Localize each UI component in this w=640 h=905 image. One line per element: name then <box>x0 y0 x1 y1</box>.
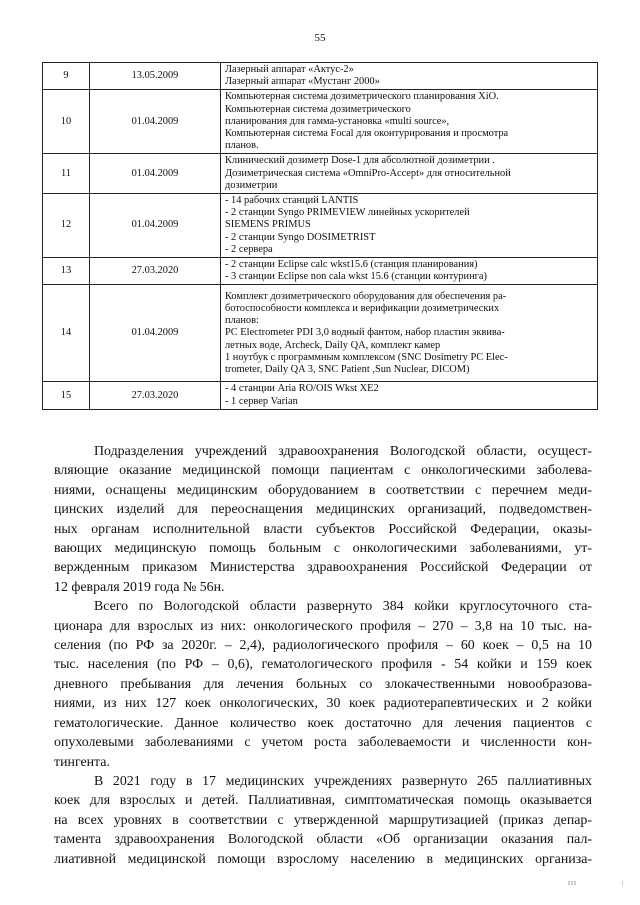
paragraph-line: гематологические. Данное количество коек достаточно для лечения пациентов с <box>54 715 592 731</box>
table-row <box>43 194 598 258</box>
description-line: - 3 станции Eclipse non cala wkst 15.6 (станции контуринга) <box>225 271 487 283</box>
description-line: trometer, Daily QA 3, SNC Patient ,Sun Nuclear, DICOM) <box>225 363 470 375</box>
description-line: планирования для гамма-установка «multi source», <box>225 115 450 127</box>
row-number-cell: 14 <box>43 285 90 382</box>
row-number-cell: 12 <box>43 194 90 258</box>
description-cell <box>221 382 598 409</box>
table-row <box>43 285 598 382</box>
date-cell: 01.04.2009 <box>90 194 221 258</box>
row-number-cell: 10 <box>43 90 90 154</box>
paragraph-line: тыс. населения (по РФ – 0,6), гематологического профиля - 54 койки и 159 коек <box>54 657 592 673</box>
paragraph-line: на всех уровнях в соответствии с утвержденной маршрутизацией (приказ депар- <box>54 812 592 828</box>
date-cell: 27.03.2020 <box>90 258 221 285</box>
description-line: Дозиметрическая система «OmniPro-Accept» для относительной <box>225 167 511 179</box>
description-cell <box>221 90 598 154</box>
description-line: планов: <box>225 315 259 327</box>
description-line: - 2 станции Eclipse calc wkst15.6 (станция планирования) <box>225 259 478 271</box>
description-line: Лазерный аппарат «Актус-2» <box>225 64 354 75</box>
description-line: Компьютерная система дозиметрического <box>225 103 411 115</box>
paragraph-line: вающих медицинскую помощь больным с онкологическими заболеваниями, ут- <box>54 541 592 557</box>
paragraph <box>54 772 592 869</box>
row-number-cell: 11 <box>43 154 90 194</box>
row-number-cell: 13 <box>43 258 90 285</box>
description-cell <box>221 285 598 382</box>
date-cell: 27.03.2020 <box>90 382 221 409</box>
paragraph-line: цинских изделий для переоснащения медицинских организаций, подведомствен- <box>54 502 592 518</box>
description-line: летных воде, Archeck, Daily QA, комплект камер <box>225 339 441 351</box>
paragraph-line: Всего по Вологодской области развернуто 384 койки круглосуточного ста- <box>94 599 592 615</box>
table-row <box>43 90 598 154</box>
description-line: - 4 станции Aria RO/OIS Wkst XE2 <box>225 383 379 395</box>
paragraph-line: вляющие оказание медицинской помощи пациентам с онкологическими заболева- <box>54 463 592 479</box>
table-row <box>43 382 598 409</box>
paragraph-line: ниями, из них 127 коек онкологических, 30 коек радиотерапевтических и 2 койки <box>54 696 592 712</box>
description-cell <box>221 154 598 194</box>
paragraph-line: ционара для взрослых из них: онкологического профиля – 270 – 3,8 на 10 тыс. на- <box>54 618 592 634</box>
paragraph-line: В 2021 году в 17 медицинских учреждениях развернуто 265 паллиативных <box>94 773 592 789</box>
paragraph-line: коек для взрослых и детей. Паллиативная, симптоматическая помощь оказывается <box>54 793 592 809</box>
description-line: Компьютерная система дозиметрического планирования XiO. <box>225 91 499 103</box>
description-line: SIEMENS PRIMUS <box>225 219 311 231</box>
equipment-table-body <box>43 63 598 410</box>
body-text <box>54 442 592 869</box>
description-line: Комплект дозиметрического оборудования для обеспечения ра- <box>225 290 507 302</box>
description-line: - 2 станции Syngo PRIMEVIEW линейных ускорителей <box>225 207 470 219</box>
table-row <box>43 63 598 90</box>
description-cell <box>221 194 598 258</box>
description-line: Лазерный аппарат «Мустанг 2000» <box>225 76 380 88</box>
row-number-cell: 15 <box>43 382 90 409</box>
table-row <box>43 258 598 285</box>
description-line: 1 ноутбук с программным комплексом (SNC Dosimetry PC Elec- <box>225 351 508 363</box>
description-line: ботоспособности комплекса и верификации дозиметрических <box>225 302 500 314</box>
paragraph-line: опухолевыми заболеваниями с учетом роста заболеваемости и численности кон- <box>54 735 592 751</box>
date-cell: 01.04.2009 <box>90 154 221 194</box>
equipment-table <box>42 62 598 410</box>
description-line: - 1 сервер Varian <box>225 395 298 407</box>
paragraph-line: вержденным приказом Министерства здравоохранения Российской Федерации от <box>54 560 592 576</box>
paragraph-line: лиативной медицинской помощи взрослому населению в медицинских организа- <box>54 851 592 867</box>
paragraph-line: селения (по РФ за 2020г. – 2,4), радиологического профиля – 60 коек – 0,5 на 10 <box>54 638 592 654</box>
description-line: дозиметрии <box>225 179 278 191</box>
description-line: PC Electrometer PDI 3,0 водный фантом, набор пластин эквива- <box>225 327 505 339</box>
paragraph <box>54 597 592 772</box>
row-number-cell: 9 <box>43 63 90 90</box>
table-row <box>43 154 598 194</box>
description-cell <box>221 63 598 90</box>
paragraph-line: ных органам исполнительной власти субъектов Российской Федерации, оказы- <box>54 521 592 537</box>
description-line: - 2 сервера <box>225 243 273 255</box>
description-line: Компьютерная система Focal для оконтурирования и просмотра <box>225 128 509 140</box>
page-number: 55 <box>314 32 326 44</box>
description-line: планов. <box>225 140 259 152</box>
description-line: Клинический дозиметр Dose-1 для абсолютной дозиметрии . <box>225 155 495 167</box>
paragraph-line: тингента. <box>54 754 110 770</box>
paragraph-line: тамента здравоохранения Вологодской области «Об организации оказания пал- <box>54 832 592 848</box>
paragraph-line: 12 февраля 2019 года № 56н. <box>54 579 225 595</box>
description-line: - 2 станции Syngo DOSIMETRIST <box>225 231 376 243</box>
scan-mark-right: | <box>622 881 624 887</box>
paragraph-line: дневного пребывания для лечения больных со злокачественными новообразова- <box>54 676 592 692</box>
description-line: - 14 рабочих станций LANTIS <box>225 195 359 207</box>
description-cell <box>221 258 598 285</box>
paragraph-line: ниями, оснащены медицинским оборудованием в соответствии с перечнем меди- <box>54 482 592 498</box>
date-cell: 01.04.2009 <box>90 90 221 154</box>
date-cell: 13.05.2009 <box>90 63 221 90</box>
paragraph <box>54 442 592 597</box>
paragraph-line: Подразделения учреждений здравоохранения Вологодской области, осущест- <box>94 444 592 459</box>
date-cell: 01.04.2009 <box>90 285 221 382</box>
scan-mark: III <box>568 881 577 887</box>
